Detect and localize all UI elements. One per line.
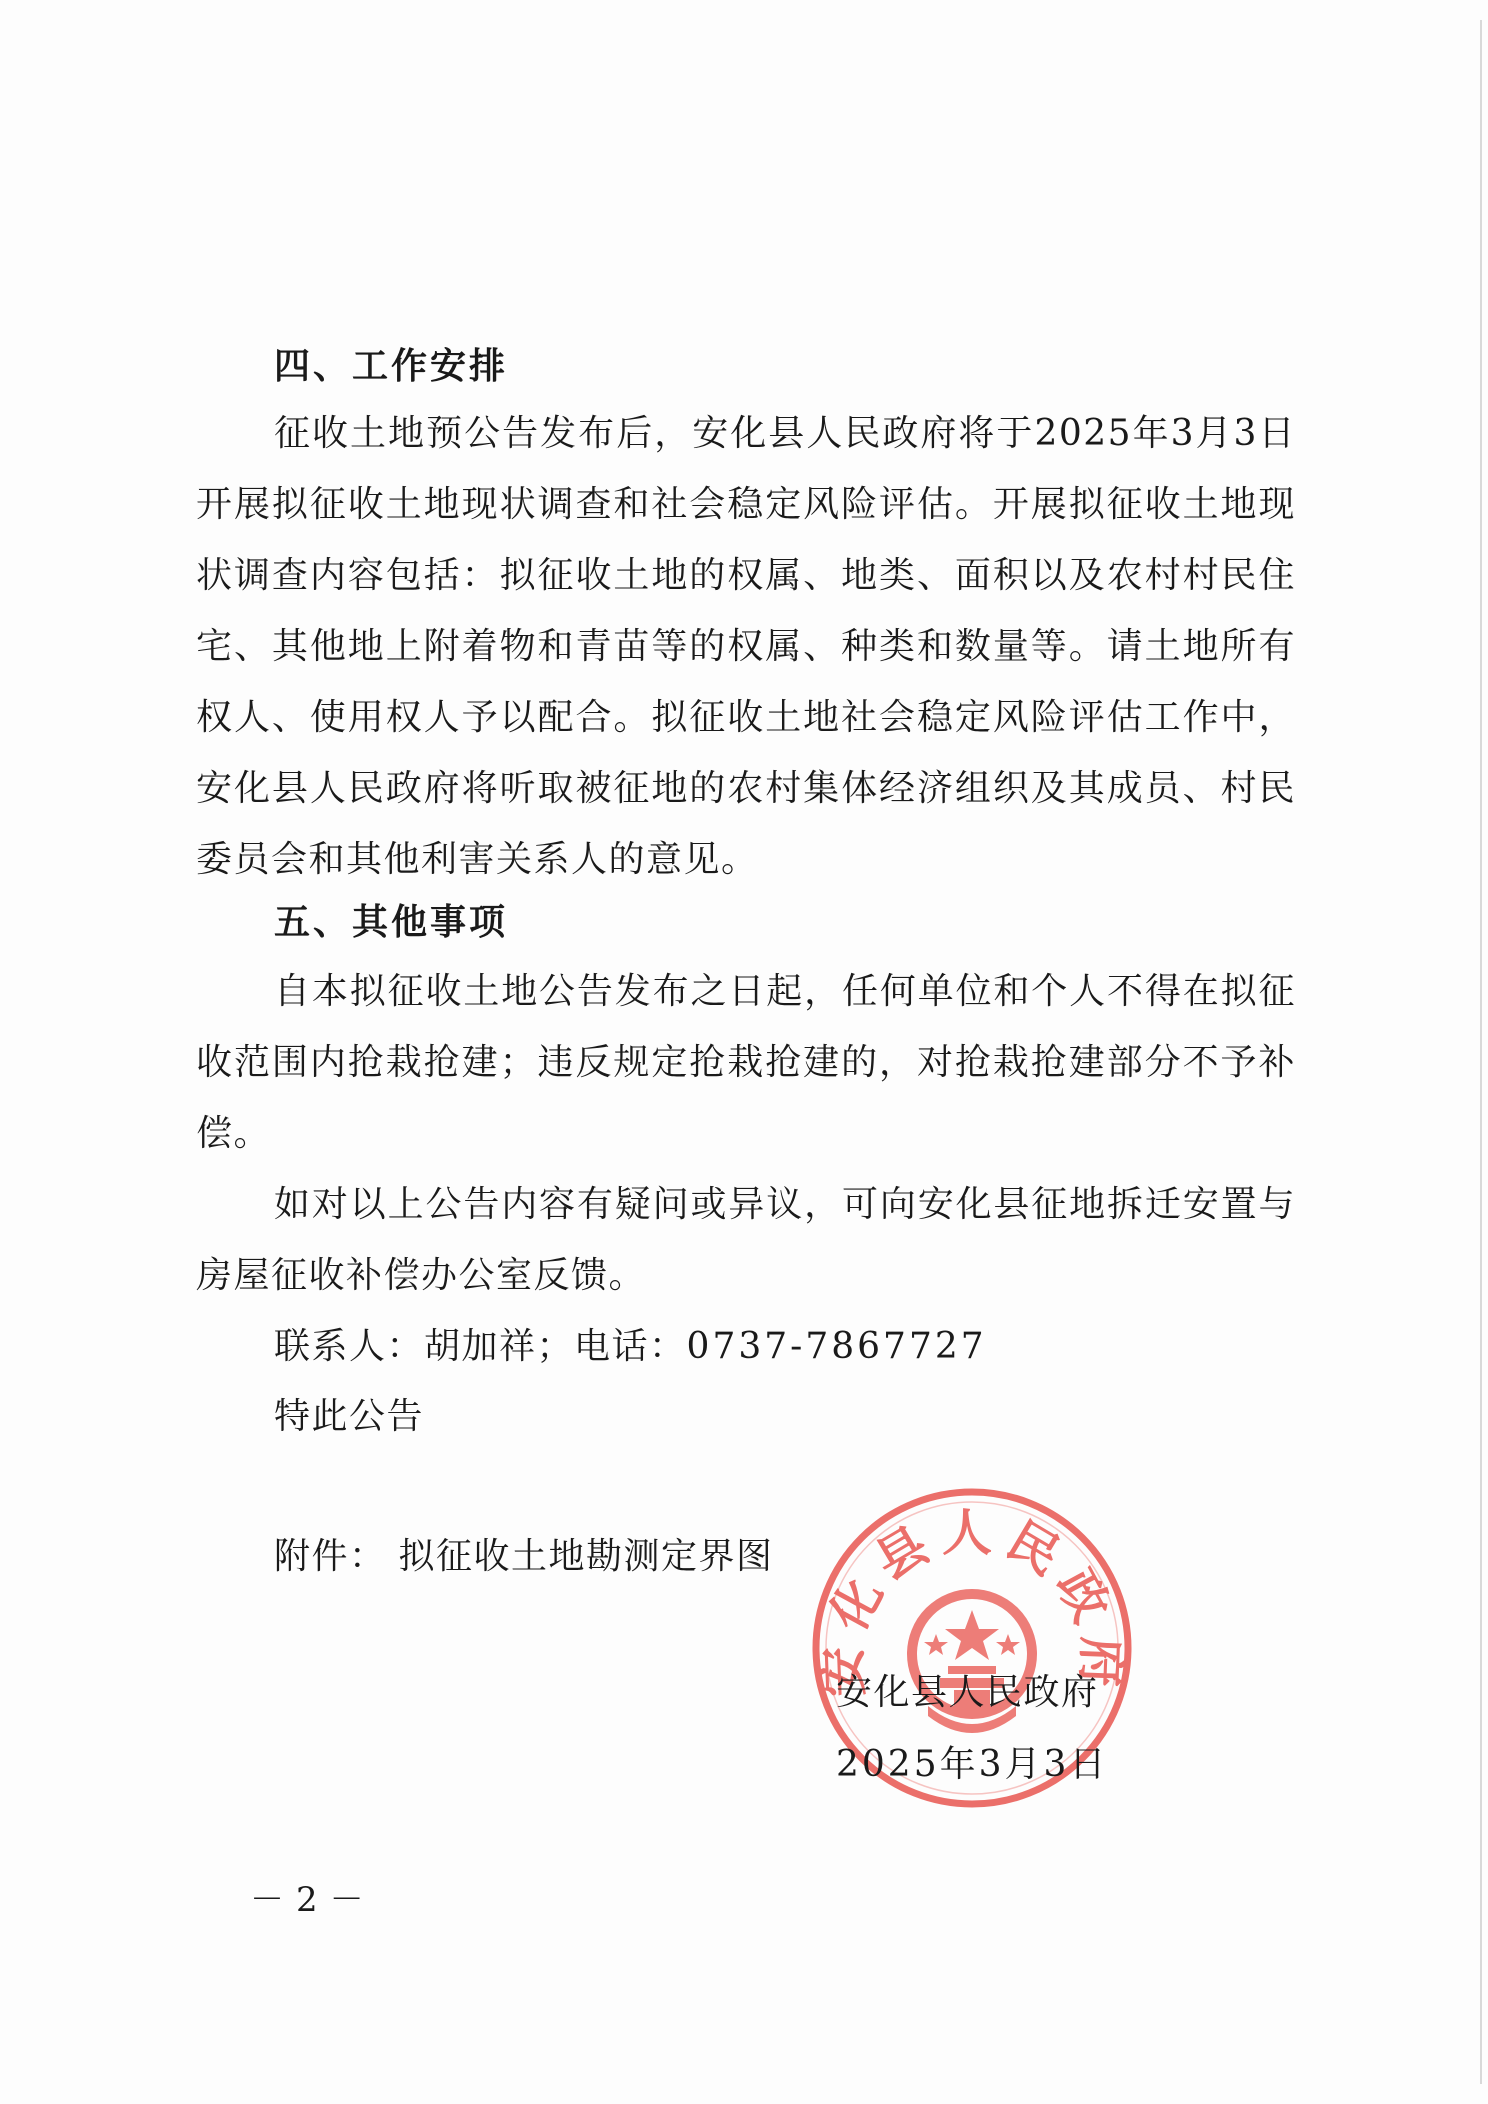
- section-4-body: [196, 398, 1296, 895]
- contact-label: 联系人：: [274, 1326, 425, 1367]
- attachment-label: 附件：: [274, 1536, 387, 1577]
- signature-organization: 安化县人民政府: [836, 1672, 1099, 1713]
- section-5-paragraph-2: 如对以上公告内容有疑问或异议，可向安化县征地拆迁安置与房屋征收补偿办公室反馈。: [196, 1184, 1296, 1296]
- section-5-heading: 五、其他事项: [274, 902, 509, 943]
- section-4-heading: 四、工作安排: [274, 346, 509, 387]
- section-5-paragraph-1: 自本拟征收土地公告发布之日起，任何单位和个人不得在拟征收范围内抢栽抢建；违反规定抢栽抢建的，对抢栽抢建部分不予补偿。: [196, 971, 1296, 1154]
- attachment-line: [274, 1528, 774, 1579]
- signature-date: 2025年3月3日: [836, 1744, 1109, 1785]
- section-4-paragraph: 征收土地预公告发布后，安化县人民政府将于2025年3月3日开展拟征收土地现状调查和社会稳定风险评估。开展拟征收土地现状调查内容包括：拟征收土地的权属、地类、面积以及农村村民住宅、其他地上附着物和青苗等的权属、种类和数量等。请土地所有权人、使用权人予以配合。拟征收土地社会稳定风险评估工作中，安化县人民政府将听取被征地的农村集体经济组织及其成员、村民委员会和其他利害关系人的意见。: [196, 413, 1296, 880]
- attachment-title: 拟征收土地勘测定界图: [398, 1536, 774, 1577]
- closing-text: 特此公告: [274, 1396, 425, 1437]
- seal-arc-text: 安化县人民政府: [812, 1503, 1132, 1698]
- contact-line: [274, 1318, 987, 1369]
- scan-edge-line: [1480, 20, 1482, 2084]
- page-number: －2－: [250, 1880, 376, 1920]
- contact-phone: 0737-7867727: [686, 1326, 987, 1367]
- contact-name: 胡加祥；: [424, 1326, 575, 1367]
- contact-phone-label: 电话：: [574, 1326, 687, 1367]
- section-5-body: [196, 956, 1296, 1311]
